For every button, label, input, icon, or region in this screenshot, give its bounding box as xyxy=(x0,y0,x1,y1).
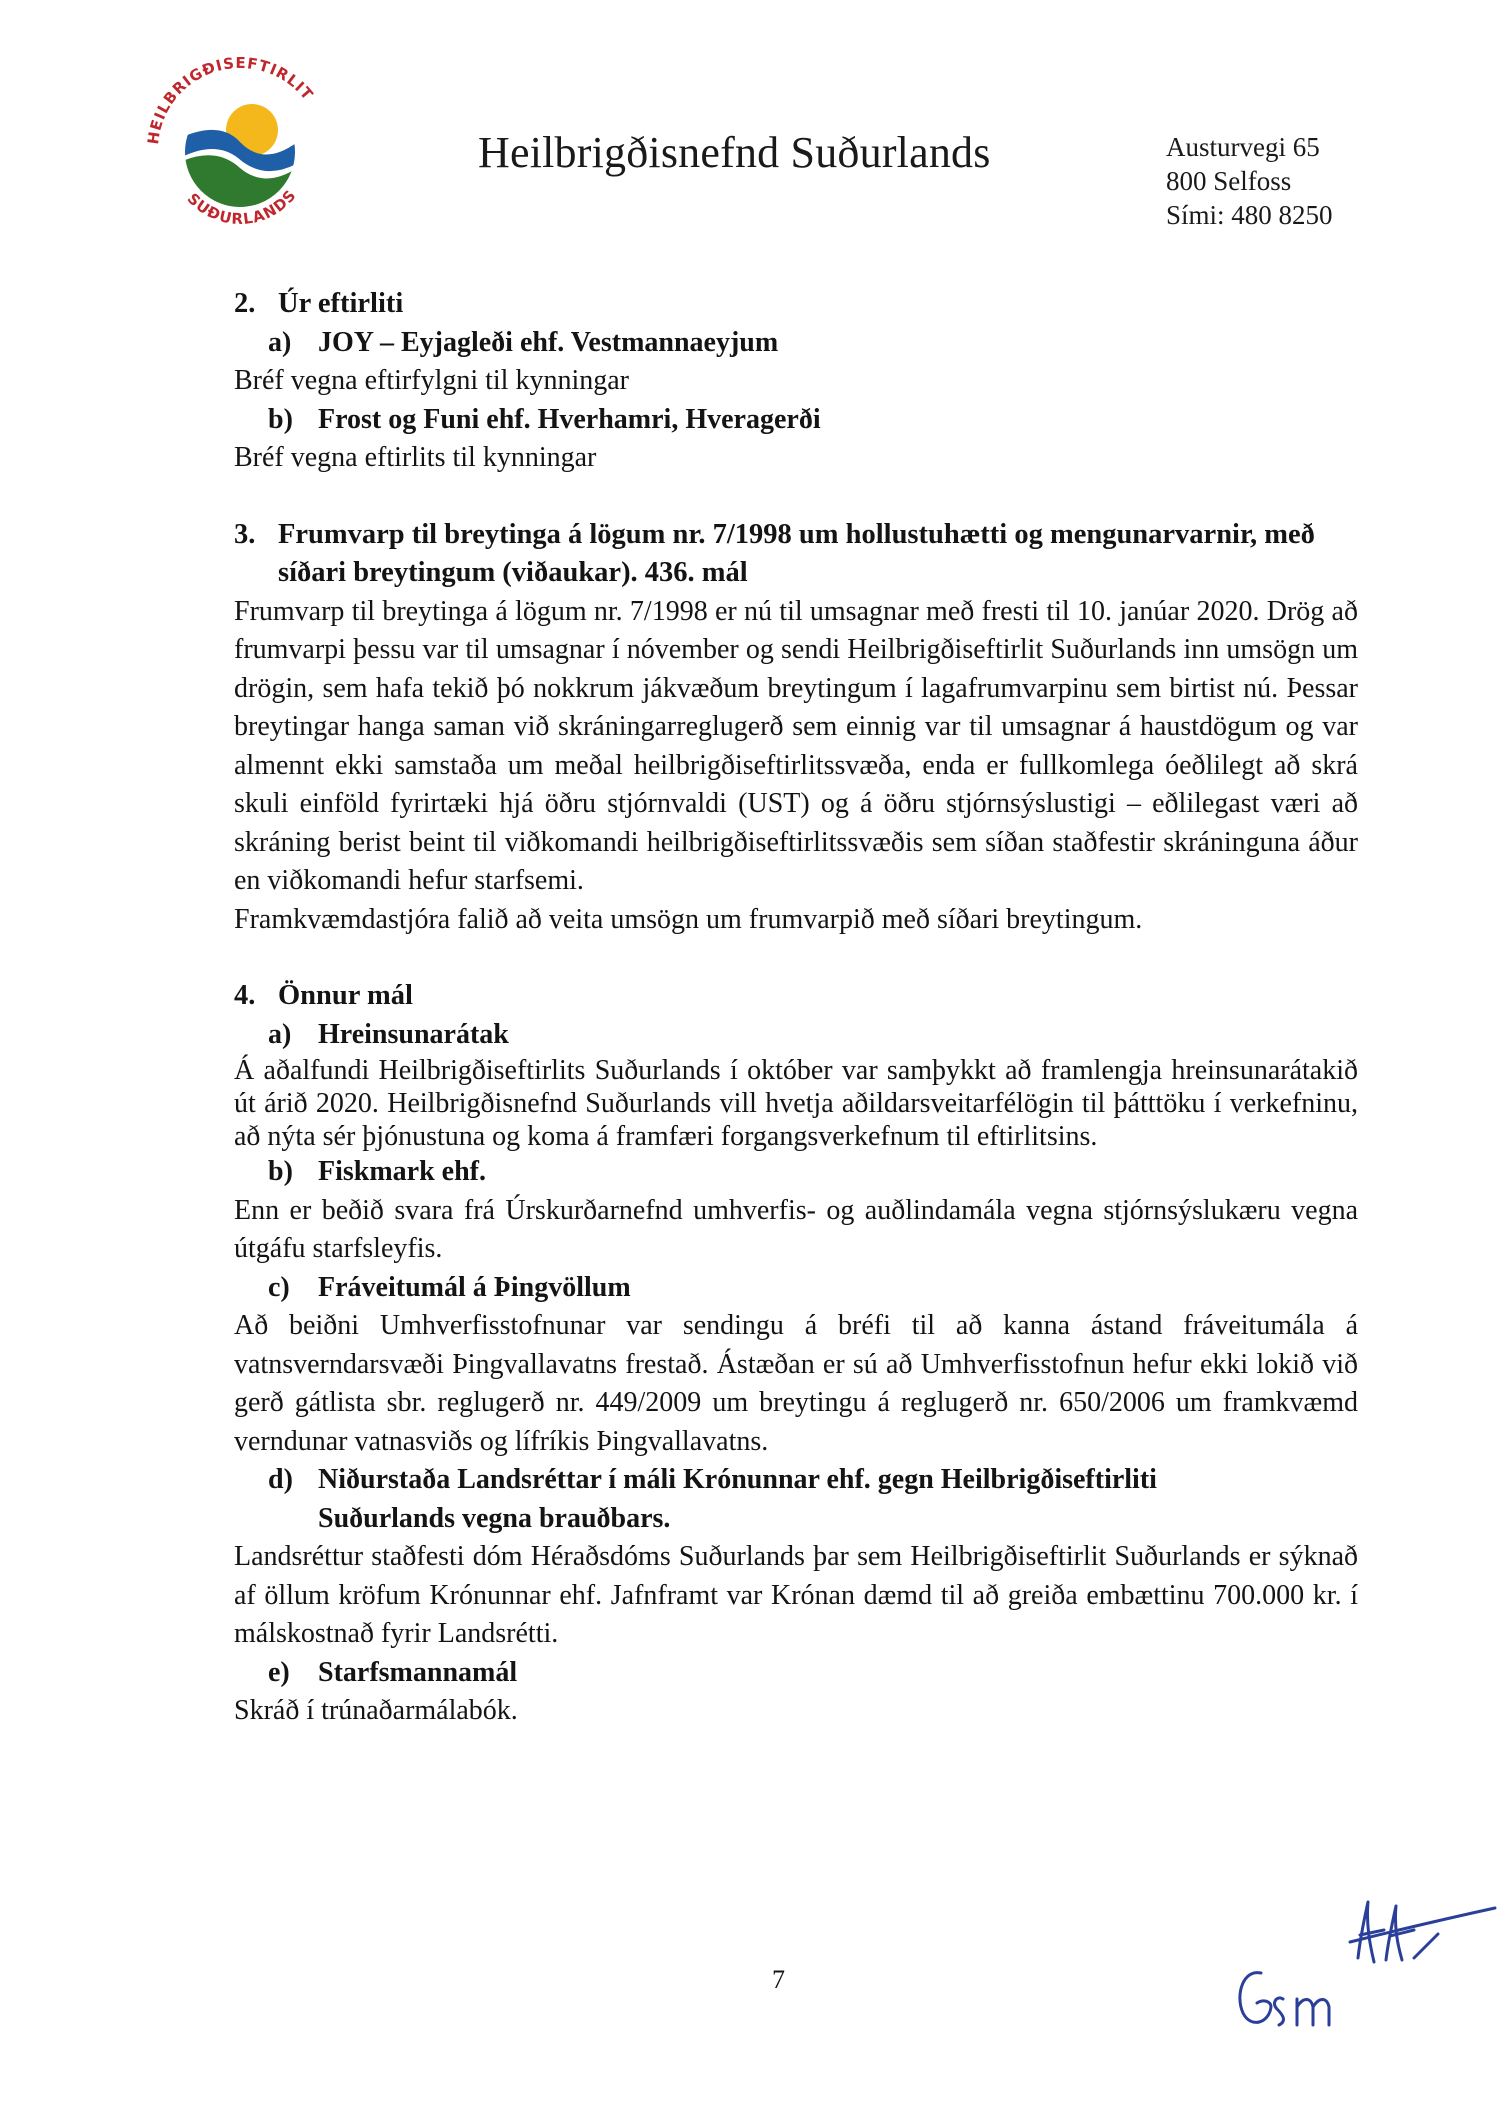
section-4-heading: 4. Önnur mál xyxy=(234,980,413,1011)
signature-initials-1 xyxy=(1330,1880,1500,1990)
section-3-text: Frumvarp til breytinga á lögum nr. 7/1998 er nú til umsagnar með fresti til 10. janúar 2020. Drög að frumvarpi þessu var til umsagnar í nóvember og sendi Heilbrigðiseftirlit Suðurlands inn umsögn um drögin, sem hafa tekið þó nokkrum jákvæðum breytingum í lagafrumvarpinu sem birtist nú. Þessar breytingar hanga saman við skráningarreglugerð sem einnig var til umsagnar á haustdögum og var almennt ekki samstaða um meðal heilbrigðiseftirlitssvæða, enda er fullkomlega óeðlilegt að skrá skuli einföld fyrirtæki hjá öðru stjórnvaldi (UST) og á öðru stjórnsýslustigi – eðlilegast væri að skráning berist beint til viðkomandi heilbrigðiseftirlitssvæðis sem síðan staðfestir skráninguna áður en viðkomandi hefur starfsemi. xyxy=(234,595,1358,896)
section-2a-heading: a) JOY – Eyjagleði ehf. Vestmannaeyjum xyxy=(268,326,779,358)
organization-name: Heilbrigðisnefnd Suðurlands xyxy=(478,128,991,177)
section-4e-text: Skráð í trúnaðarmálabók. xyxy=(234,1695,518,1726)
address-block xyxy=(1166,130,1333,232)
svg-text:SUÐURLANDS: SUÐURLANDS xyxy=(183,185,300,229)
section-4e-heading: e) Starfsmannamál xyxy=(268,1656,518,1688)
address-postal: 800 Selfoss xyxy=(1166,166,1292,196)
section-2b-text: Bréf vegna eftirlits til kynningar xyxy=(234,442,597,473)
section-4d-heading: d) Niðurstaða Landsréttar í máli Krónunnar ehf. gegn Heilbrigðiseftirliti Suðurlands vegna brauðbars. xyxy=(268,1464,1157,1534)
address-street: Austurvegi 65 xyxy=(1166,132,1320,162)
section-4a-text: Á aðalfundi Heilbrigðiseftirlits Suðurlands í október var samþykkt að framlengja hreinsunarátakið út árið 2020. Heilbrigðisnefnd Suðurlands vill hvetja aðildarsveitarfélögin til þátttöku í verkefninu, að nýta sér þjónustuna og koma á framfæri forgangsverkefnum til eftirlitsins. xyxy=(234,1055,1358,1152)
section-4d-text: Landsréttur staðfesti dóm Héraðsdóms Suðurlands þar sem Heilbrigðiseftirlit Suðurlands er sýknað af öllum kröfum Krónunnar ehf. Jafnframt var Krónan dæmd til að greiða embættinu 700.000 kr. í málskostnað fyrir Landsrétti. xyxy=(234,1541,1358,1649)
section-2b-heading: b) Frost og Funi ehf. Hverhamri, Hveragerði xyxy=(268,403,821,435)
section-3-heading: 3. Frumvarp til breytinga á lögum nr. 7/1998 um hollustuhætti og mengunarvarnir, með síðari breytingum (viðaukar). 436. mál xyxy=(234,518,1315,588)
section-4a-heading: a) Hreinsunarátak xyxy=(268,1018,509,1050)
organization-logo xyxy=(140,50,340,250)
signature-initials-2 xyxy=(1225,1955,1365,2045)
section-4b-heading: b) Fiskmark ehf. xyxy=(268,1156,486,1187)
section-2-heading: 2. Úr eftirliti xyxy=(234,288,404,319)
section-4c-text: Að beiðni Umhverfisstofnunar var sendingu á bréfi til að kanna ástand fráveitumála á vatnsverndarsvæði Þingvallavatns frestað. Ástæðan er sú að Umhverfisstofnun hefur ekki lokið við gerð gátlista sbr. reglugerð nr. 449/2009 um breytingu á reglugerð nr. 650/2006 um framkvæmd verndunar vatnasviðs og lífríkis Þingvallavatns. xyxy=(234,1310,1358,1457)
document-body xyxy=(234,285,1358,1731)
svg-text:HEILBRIGÐISEFTIRLIT: HEILBRIGÐISEFTIRLIT xyxy=(144,53,317,146)
address-phone: Sími: 480 8250 xyxy=(1166,200,1333,230)
page-number: 7 xyxy=(772,1965,785,1994)
section-4c-heading: c) Fráveitumál á Þingvöllum xyxy=(268,1271,631,1303)
section-4b-text: Enn er beðið svara frá Úrskurðarnefnd umhverfis- og auðlindamála vegna stjórnsýslukæru vegna útgáfu starfsleyfis. xyxy=(234,1194,1358,1264)
section-2a-text: Bréf vegna eftirfylgni til kynningar xyxy=(234,365,629,396)
section-3-resolution: Framkvæmdastjóra falið að veita umsögn um frumvarpið með síðari breytingum. xyxy=(234,903,1143,935)
